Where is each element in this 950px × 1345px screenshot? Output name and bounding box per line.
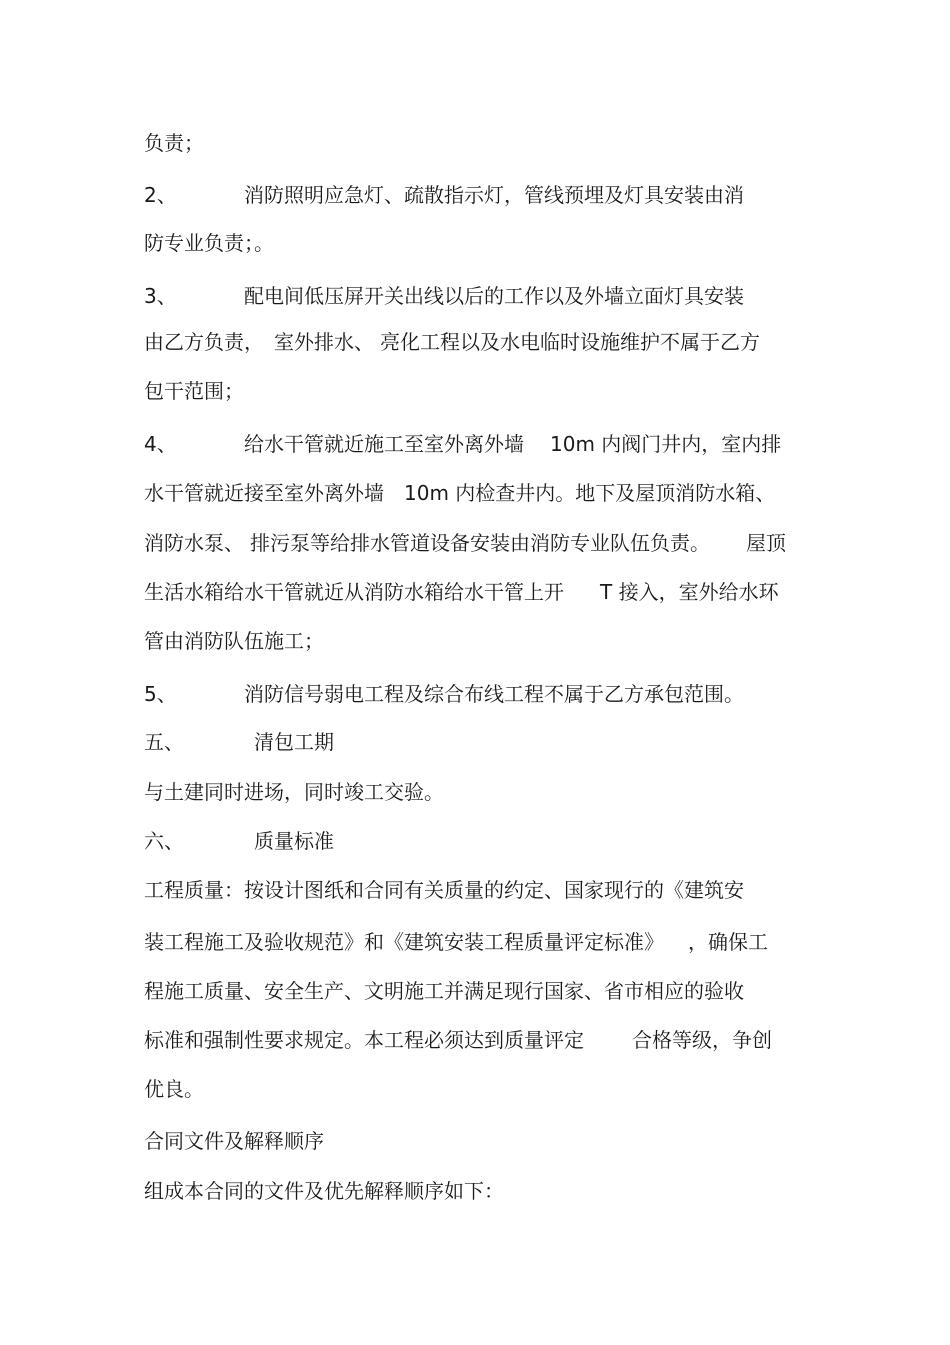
text-segment: 合格等级，争创: [632, 1028, 772, 1052]
text-line: [144, 530, 786, 556]
text-segment: 管由消防队伍施工；: [144, 629, 324, 653]
text-segment: 水干管就近接至室外离外墙: [144, 481, 384, 505]
text-segment: 标准和强制性要求规定。本工程必须达到质量评定: [144, 1028, 584, 1052]
text-segment: 消防信号弱电工程及综合布线工程不属于乙方承包范围。: [244, 682, 744, 706]
list-item-3: [144, 283, 744, 309]
text-segment: 消防照明应急灯、疏散指示灯，管线预埋及灯具安装由消: [244, 183, 744, 207]
text-line: [144, 329, 760, 355]
section-heading-6: [144, 828, 334, 854]
text-segment: 负责；: [144, 131, 204, 155]
text-segment: 室外排水、: [274, 330, 374, 354]
text-segment: 组成本合同的文件及优先解释顺序如下：: [144, 1179, 504, 1203]
text-segment: 10m 内检查井内。地下及屋顶消防水箱、: [404, 481, 776, 505]
text-line: [144, 978, 744, 1004]
text-segment: T 接入，室外给水环: [600, 580, 779, 604]
text-line: [144, 929, 768, 955]
text-segment: 排污泵等给排水管道设备安装由消防专业队伍负责。: [250, 531, 710, 555]
text-segment: 与土建同时进场，同时竣工交验。: [144, 780, 444, 804]
text-segment: 程施工质量、安全生产、文明施工并满足现行国家、省市相应的验收: [144, 979, 744, 1003]
text-segment: 消防水泵、: [144, 531, 244, 555]
text-segment: 由乙方负责，: [144, 330, 264, 354]
text-segment: 包干范围；: [144, 379, 244, 403]
text-segment: 10m 内阀门井内，室内排: [550, 432, 782, 456]
text-line: [144, 579, 779, 605]
item-number: 5、: [144, 682, 177, 706]
section-heading-5: [144, 729, 334, 755]
item-number: 2、: [144, 183, 177, 207]
text-line: [144, 1076, 204, 1102]
item-number: 4、: [144, 432, 177, 456]
text-segment: ，确保工: [688, 930, 768, 954]
text-line: [144, 779, 444, 805]
list-item-4: [144, 431, 781, 457]
text-segment: 生活水箱给水干管就近从消防水箱给水干管上开: [144, 580, 564, 604]
list-item-5: [144, 681, 744, 707]
text-line: [144, 1027, 772, 1053]
text-line: [144, 230, 274, 256]
text-segment: 优良。: [144, 1077, 204, 1101]
text-segment: 给水干管就近施工至室外离外墙: [244, 432, 524, 456]
section-title: 清包工期: [254, 730, 334, 754]
text-segment: 防专业负责；。: [144, 231, 274, 255]
list-item-2: [144, 182, 744, 208]
text-line: [144, 628, 324, 654]
section-title: 质量标准: [254, 829, 334, 853]
section-number: 六、: [144, 829, 184, 853]
section-number: 五、: [144, 730, 184, 754]
item-number: 3、: [144, 284, 177, 308]
text-line: [144, 480, 775, 506]
text-segment: 屋顶: [746, 531, 786, 555]
text-segment: 配电间低压屏开关出线以后的工作以及外墙立面灯具安装: [244, 284, 744, 308]
section-heading: [144, 1128, 324, 1154]
text-line: [144, 1178, 504, 1204]
text-segment: 亮化工程以及水电临时设施维护不属于乙方: [380, 330, 760, 354]
text-line: [144, 130, 204, 156]
text-segment: 装工程施工及验收规范》和《建筑安装工程质量评定标准》: [144, 930, 664, 954]
section-title: 合同文件及解释顺序: [144, 1129, 324, 1153]
text-line: [144, 877, 744, 903]
text-line: [144, 378, 244, 404]
text-segment: 工程质量：按设计图纸和合同有关质量的约定、国家现行的《建筑安: [144, 878, 744, 902]
